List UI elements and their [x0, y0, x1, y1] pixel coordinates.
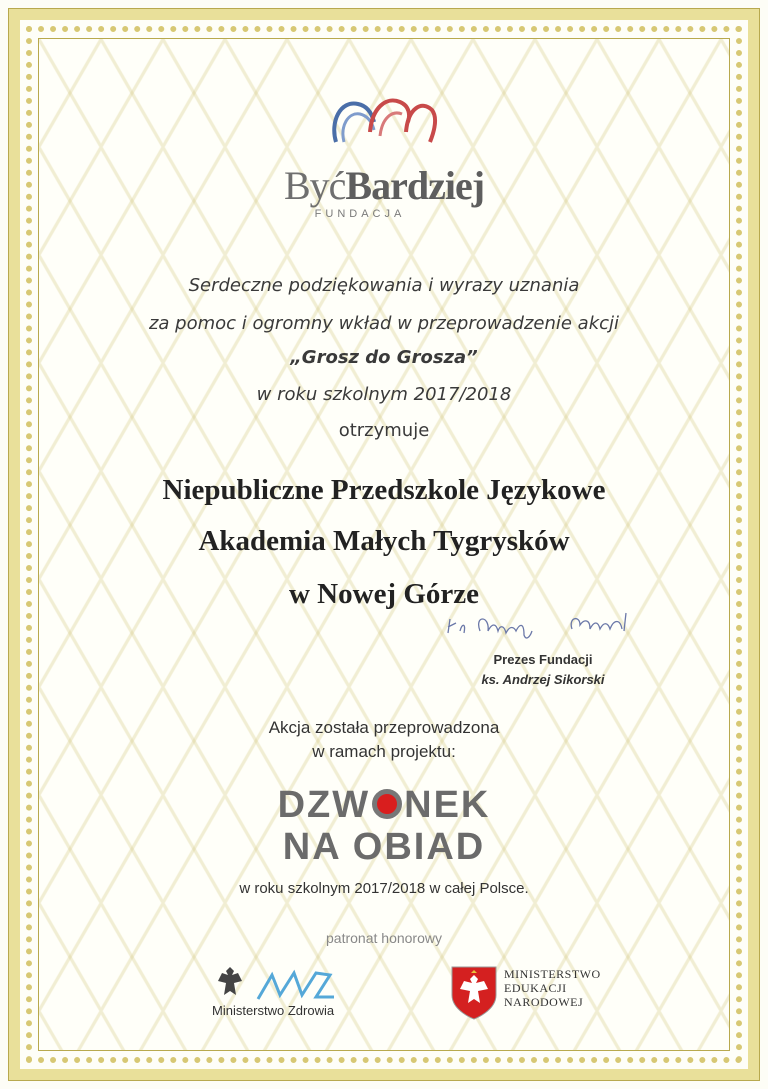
project-line-1: Akcja została przeprowadzona — [268, 718, 500, 737]
heart-logo-icon — [330, 92, 438, 148]
project-year-line: w roku szkolnym 2017/2018 w całej Polsce. — [239, 880, 529, 897]
ministry-health-logo — [212, 965, 362, 1005]
bell-dot-icon — [372, 789, 402, 819]
foundation-subtitle: FUNDACJA — [314, 208, 406, 220]
patronage-label: patronat honorowy — [326, 930, 442, 946]
signatory-role: Prezes Fundacji — [493, 652, 593, 667]
signatory-name: ks. Andrzej Sikorski — [481, 672, 605, 687]
school-year-line: w roku szkolnym 2017/2018 — [256, 384, 512, 405]
thanks-line-1: Serdeczne podziękowania i wyrazy uznania — [188, 275, 580, 296]
receives-label: otrzymuje — [338, 420, 430, 441]
project-line-2: w ramach projektu: — [312, 742, 456, 761]
recipient-line-3: w Nowej Górze — [288, 578, 480, 610]
mz-wave-icon — [258, 973, 334, 999]
campaign-name: „Grosz do Grosza” — [290, 347, 478, 368]
signatory-block — [470, 650, 616, 690]
handwritten-signature — [440, 605, 640, 645]
ministry-education-label: MINISTERSTWO EDUKACJI NARODOWEJ — [504, 967, 601, 1009]
ministry-health-label: Ministerstwo Zdrowia — [212, 1003, 335, 1018]
foundation-logo-text: ByćBardziej — [283, 163, 485, 208]
thanks-line-2: za pomoc i ogromny wkład w przeprowadzenie akcji — [148, 313, 620, 334]
polish-eagle-icon — [218, 967, 242, 995]
project-logo-line-1: DZW NEK — [277, 784, 491, 826]
project-logo-line-2: NA OBIAD — [282, 826, 486, 868]
recipient-line-1: Niepubliczne Przedszkole Językowe — [162, 474, 606, 506]
recipient-line-2: Akademia Małych Tygrysków — [198, 525, 570, 557]
coat-of-arms-icon — [450, 965, 498, 1021]
